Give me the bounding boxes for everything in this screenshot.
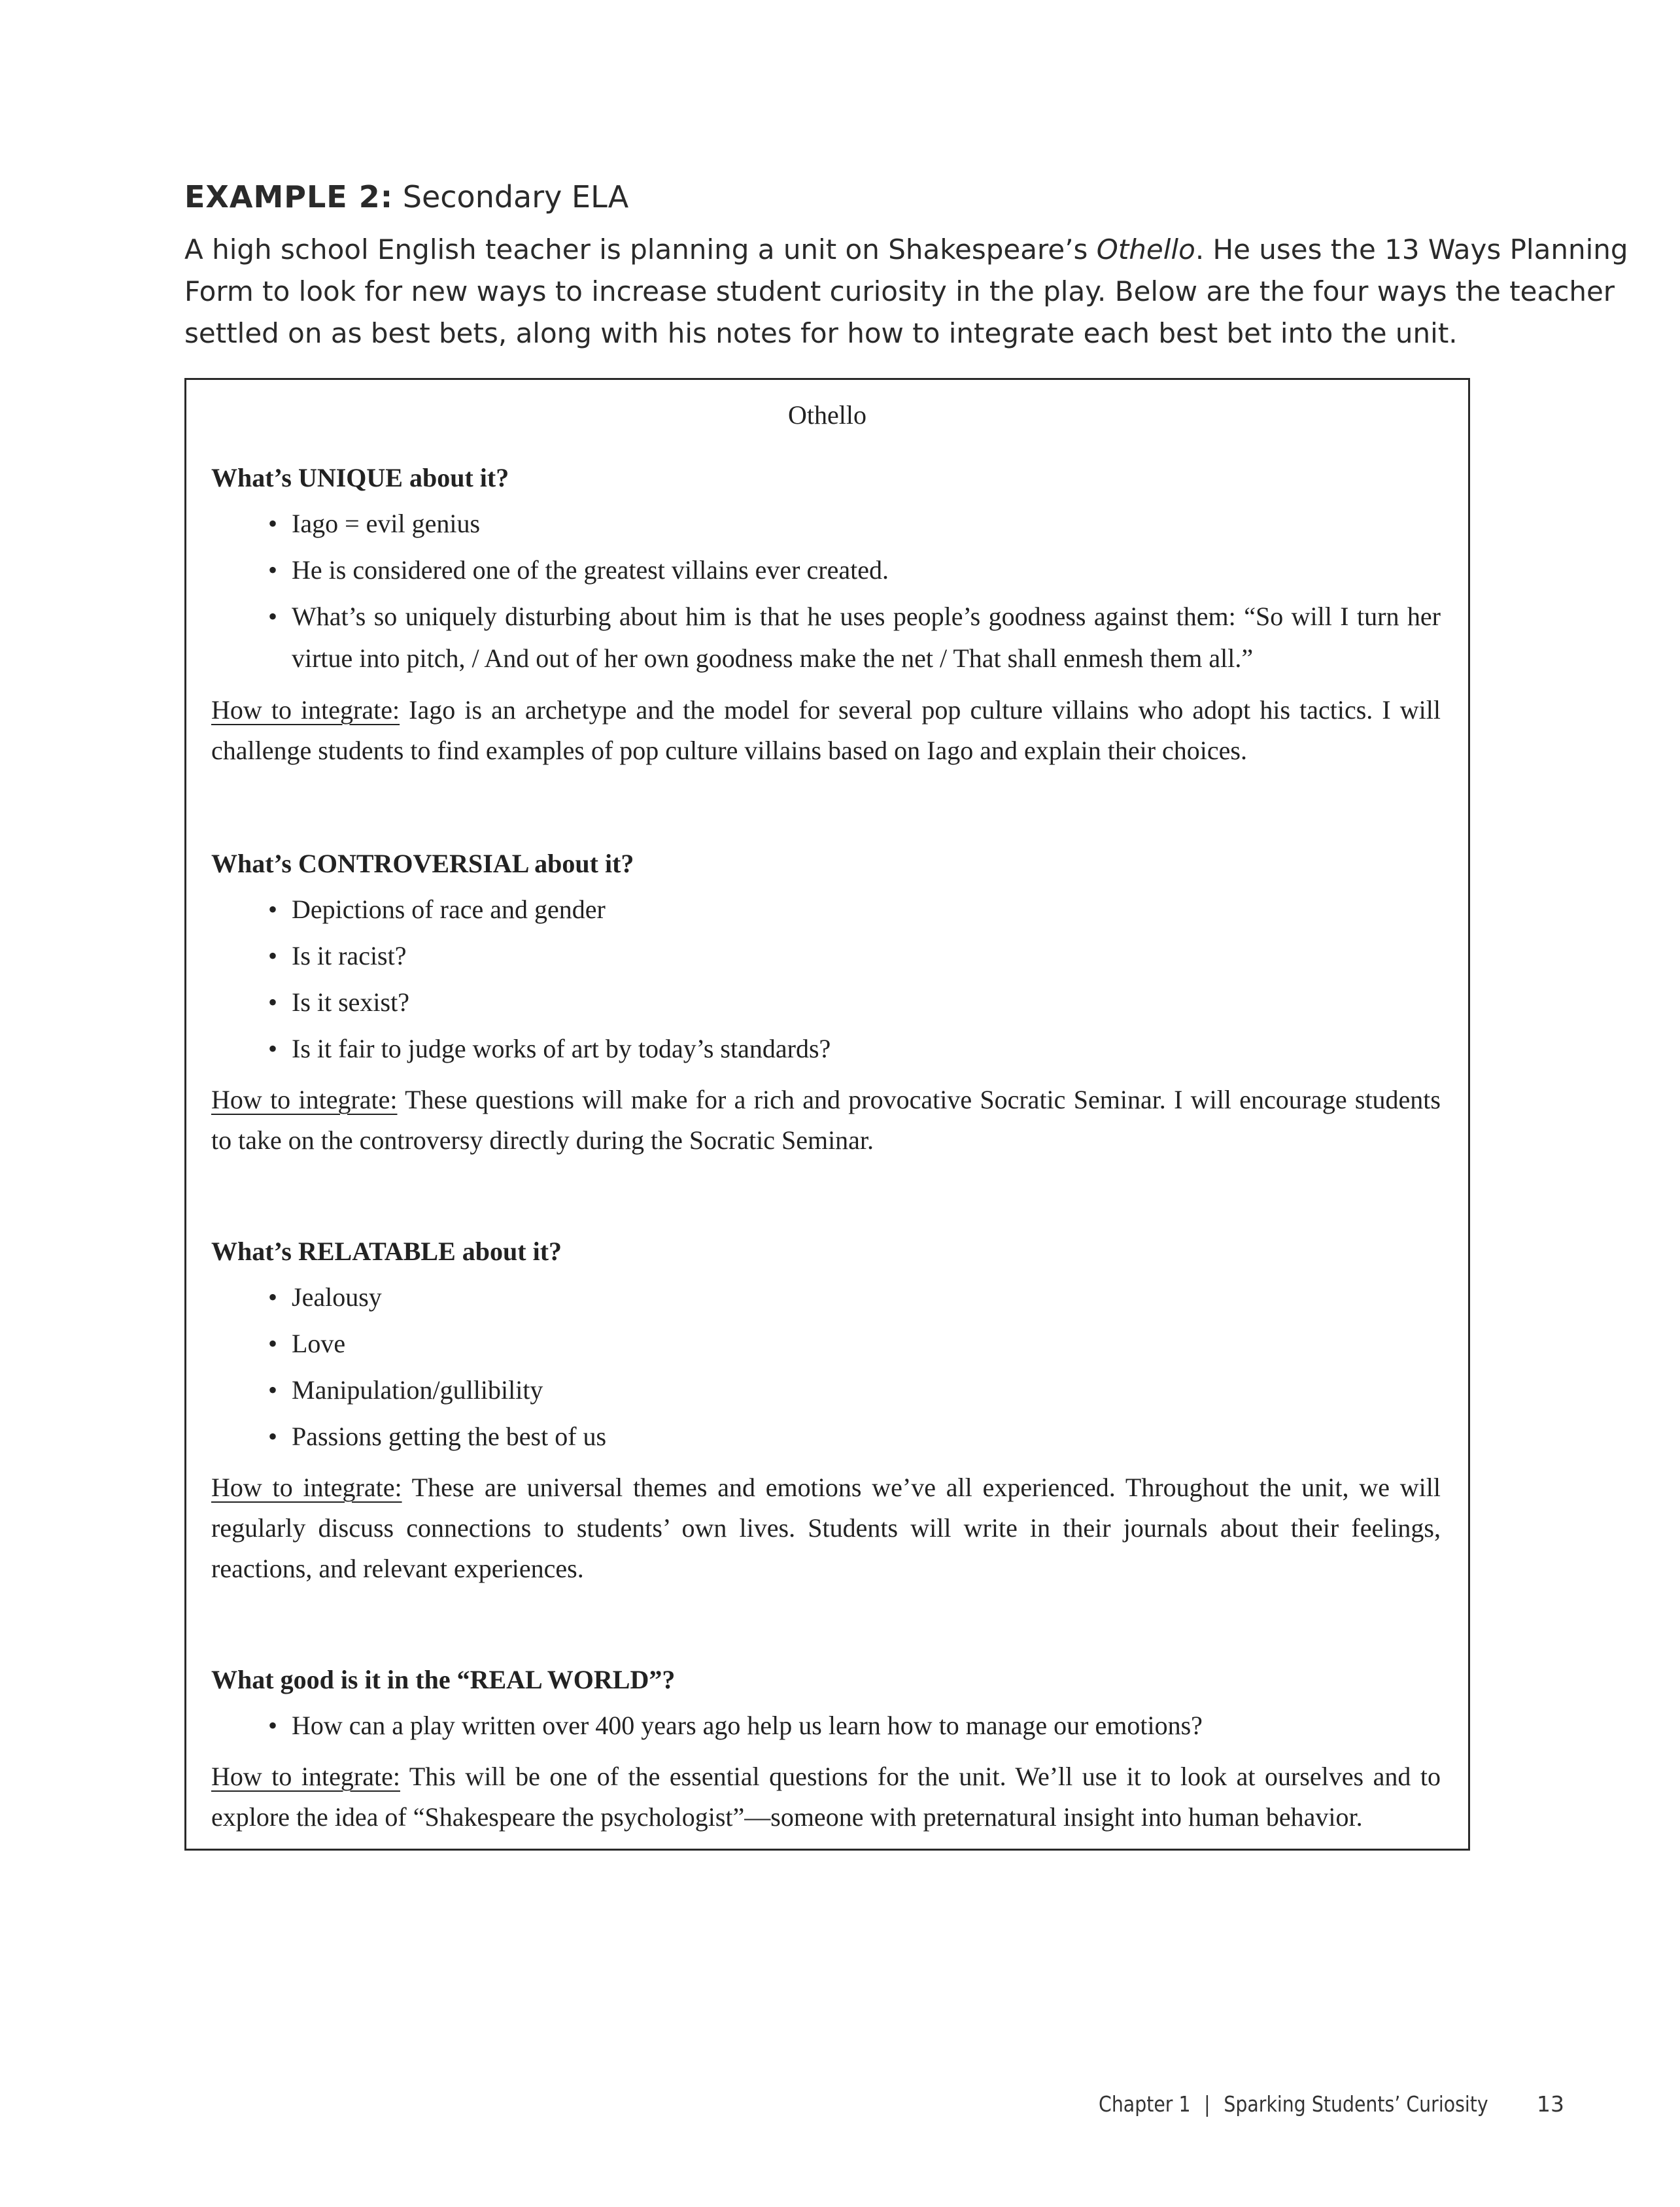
footer-chapter: Chapter 1 xyxy=(1099,2091,1191,2117)
list-item xyxy=(211,889,1441,930)
list-item xyxy=(211,503,1441,544)
list-item xyxy=(211,1369,1441,1411)
page-number: 13 xyxy=(1537,2091,1564,2117)
list-item xyxy=(211,1028,1441,1069)
integrate-text: These questions will make for a rich and provocative Socratic Seminar. I will encourage students to take on the controversy directly during the Socratic Seminar. xyxy=(211,1085,1441,1155)
list-item-text: Jealousy xyxy=(292,1282,382,1312)
bullet-icon: • xyxy=(268,1282,278,1312)
section-real-world xyxy=(211,1662,1441,1838)
bullet-list xyxy=(211,503,1441,679)
bullet-icon: • xyxy=(268,1034,278,1063)
planning-form-box xyxy=(184,378,1470,1851)
integrate-label: How to integrate: xyxy=(211,1473,402,1502)
list-item-text: Is it fair to judge works of art by today’s standards? xyxy=(292,1034,831,1063)
footer-separator: | xyxy=(1204,2091,1210,2117)
integrate-note xyxy=(211,1756,1441,1838)
section-heading: What’s RELATABLE about it? xyxy=(211,1237,562,1266)
example-subject: Secondary ELA xyxy=(402,179,629,214)
list-item-text: Love xyxy=(292,1329,346,1358)
list-item-text: Manipulation/gullibility xyxy=(292,1375,543,1405)
intro-line-2: Form to look for new ways to increase student curiosity in the play. Below are the four ways the teacher xyxy=(184,275,1615,307)
section-heading: What’s UNIQUE about it? xyxy=(211,463,509,492)
list-item-text: Is it sexist? xyxy=(292,987,409,1017)
list-item-text: What’s so uniquely disturbing about him is that he uses people’s goodness against them: “So will I turn her virtue into pitch, / And out of her own goodness make the net / That shall enmesh them all.” xyxy=(292,602,1441,673)
box-title: Othello xyxy=(788,400,866,430)
list-item-text: How can a play written over 400 years ago help us learn how to manage our emotions? xyxy=(292,1711,1203,1740)
bullet-list xyxy=(211,1276,1441,1457)
bullet-icon: • xyxy=(268,509,278,538)
bullet-icon: • xyxy=(268,1711,278,1740)
footer-title: Sparking Students’ Curiosity xyxy=(1224,2091,1488,2117)
section-unique xyxy=(211,460,1441,771)
list-item-text: He is considered one of the greatest villains ever created. xyxy=(292,555,889,585)
intro-paragraph xyxy=(184,229,1628,354)
integrate-label: How to integrate: xyxy=(211,1762,400,1791)
intro-line-3: settled on as best bets, along with his notes for how to integrate each best bet into the unit. xyxy=(184,317,1458,349)
bullet-icon: • xyxy=(268,895,278,924)
integrate-text: Iago is an archetype and the model for several pop culture villains who adopt his tactics. I will challenge students to find examples of pop culture villains based on Iago and explain their choices. xyxy=(211,695,1441,765)
bullet-icon: • xyxy=(268,987,278,1017)
list-item-text: Iago = evil genius xyxy=(292,509,481,538)
list-item xyxy=(211,1416,1441,1457)
list-item xyxy=(211,1705,1441,1746)
list-item-text: Is it racist? xyxy=(292,941,407,970)
bullet-icon: • xyxy=(268,1422,278,1451)
bullet-icon: • xyxy=(268,1375,278,1405)
integrate-note xyxy=(211,1080,1441,1161)
page-footer xyxy=(1099,2091,1488,2117)
list-item xyxy=(211,549,1441,590)
list-item xyxy=(211,1323,1441,1364)
intro-title-italic: Othello xyxy=(1096,233,1195,265)
list-item-text: Passions getting the best of us xyxy=(292,1422,607,1451)
list-item-text: Depictions of race and gender xyxy=(292,895,606,924)
section-relatable xyxy=(211,1233,1441,1589)
intro-line-1-start: A high school English teacher is planning a unit on Shakespeare’s xyxy=(184,233,1097,265)
example-label: EXAMPLE 2: xyxy=(184,179,394,214)
integrate-label: How to integrate: xyxy=(211,1085,398,1114)
bullet-icon: • xyxy=(268,602,278,631)
integrate-note xyxy=(211,690,1441,771)
bullet-icon: • xyxy=(268,1329,278,1358)
bullet-icon: • xyxy=(268,555,278,585)
list-item xyxy=(211,935,1441,976)
section-controversial xyxy=(211,846,1441,1161)
list-item xyxy=(211,1276,1441,1318)
integrate-text: This will be one of the essential questions for the unit. We’ll use it to look at ourselves and to explore the idea of “Shakespeare the psychologist”—someone with preternatural insight into human behavior. xyxy=(211,1762,1441,1832)
bullet-list xyxy=(211,889,1441,1069)
list-item xyxy=(211,982,1441,1023)
integrate-label: How to integrate: xyxy=(211,695,400,725)
example-heading xyxy=(184,179,628,214)
section-heading: What good is it in the “REAL WORLD”? xyxy=(211,1665,676,1694)
integrate-text: These are universal themes and emotions we’ve all experienced. Throughout the unit, we will regularly discuss connections to students’ own lives. Students will write in their journals about their feelings, reactions, and relevant experiences. xyxy=(211,1473,1441,1583)
intro-line-1-end: . He uses the 13 Ways Planning xyxy=(1195,233,1628,265)
bullet-icon: • xyxy=(268,941,278,970)
section-heading: What’s CONTROVERSIAL about it? xyxy=(211,849,634,878)
list-item xyxy=(211,596,1441,679)
integrate-note xyxy=(211,1467,1441,1589)
intro-line-1 xyxy=(184,229,1628,271)
bullet-list xyxy=(211,1705,1441,1746)
